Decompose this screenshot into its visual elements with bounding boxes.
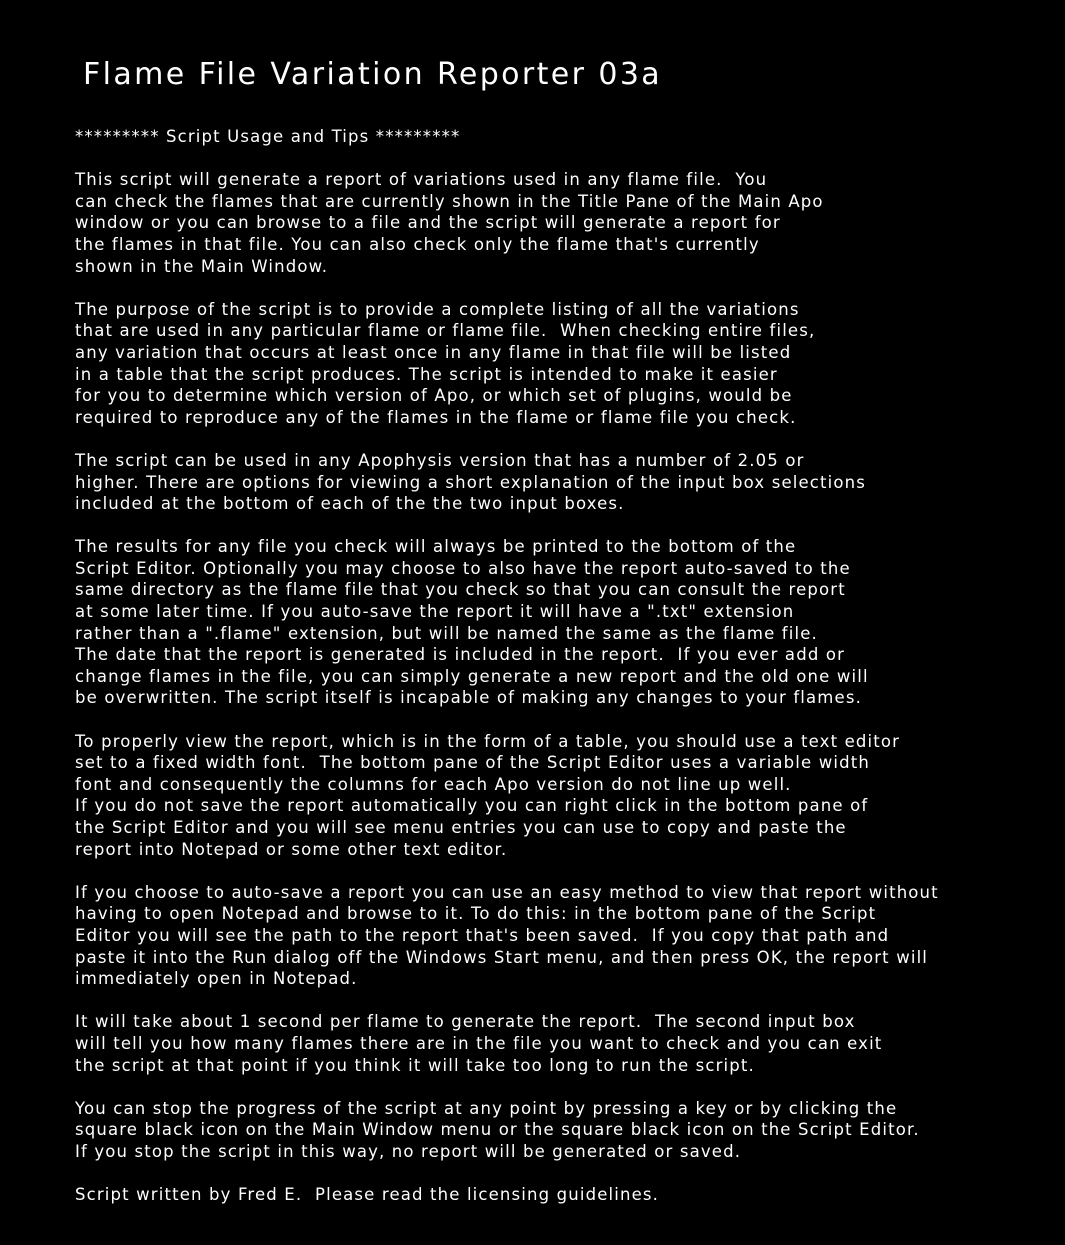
text-line: The results for any file you check will always be printed to the bottom of the <box>75 537 797 557</box>
blank-line <box>75 990 1060 1012</box>
text-line: higher. There are options for viewing a short explanation of the input box selections <box>75 472 866 492</box>
text-line: having to open Notepad and browse to it. To do this: in the bottom pane of the Script <box>75 904 877 924</box>
text-line: for you to determine which version of Apo, or which set of plugins, would be <box>75 386 793 406</box>
text-line: square black icon on the Main Window menu or the square black icon on the Script Editor. <box>75 1120 920 1140</box>
text-line: If you stop the script in this way, no report will be generated or saved. <box>75 1141 742 1161</box>
text-line: To properly view the report, which is in the form of a table, you should use a text editor <box>75 731 901 751</box>
text-line: font and consequently the columns for each Apo version do not line up well. <box>75 774 792 794</box>
text-line: The purpose of the script is to provide a complete listing of all the variations <box>75 299 800 319</box>
text-line: If you do not save the report automatically you can right click in the bottom pane of <box>75 796 869 816</box>
text-line: If you choose to auto-save a report you can use an easy method to view that report without <box>75 882 939 902</box>
text-line: The date that the report is generated is included in the report. If you ever add or <box>75 645 846 665</box>
blank-line <box>75 515 1060 537</box>
text-line: in a table that the script produces. The script is intended to make it easier <box>75 364 778 384</box>
text-line: immediately open in Notepad. <box>75 969 358 989</box>
text-line: set to a fixed width font. The bottom pane of the Script Editor uses a variable width <box>75 753 870 773</box>
text-line: rather than a ".flame" extension, but will be named the same as the flame file. <box>75 623 818 643</box>
blank-line <box>75 1163 1060 1185</box>
text-line: change flames in the file, you can simply generate a new report and the old one will <box>75 666 869 686</box>
text-line: can check the flames that are currently shown in the Title Pane of the Main Apo <box>75 191 824 211</box>
text-line: the Script Editor and you will see menu entries you can use to copy and paste the <box>75 818 847 837</box>
text-line: The script can be used in any Apophysis version that has a number of 2.05 or <box>75 450 805 470</box>
blank-line <box>75 860 1060 882</box>
text-line: Editor you will see the path to the report that's been saved. If you copy that path and <box>75 925 890 945</box>
blank-line <box>75 428 1060 450</box>
text-line: shown in the Main Window. <box>75 256 329 276</box>
blank-line <box>75 1076 1060 1098</box>
text-line: included at the bottom of each of the the two input boxes. <box>75 494 625 514</box>
text-line: Script Editor. Optionally you may choose to also have the report auto-saved to the <box>75 558 851 578</box>
text-line: You can stop the progress of the script at any point by pressing a key or by clicking the <box>75 1098 898 1118</box>
blank-line <box>75 709 1060 731</box>
text-line: at some later time. If you auto-save the report it will have a ".txt" extension <box>75 602 795 622</box>
text-line: ********* Script Usage and Tips ********* <box>75 127 461 146</box>
blank-line <box>75 277 1060 299</box>
text-line: This script will generate a report of variations used in any flame file. You <box>75 170 768 190</box>
text-line: paste it into the Run dialog off the Windows Start menu, and then press OK, the report will <box>75 947 929 967</box>
text-line: window or you can browse to a file and the script will generate a report for <box>75 213 781 233</box>
blank-line <box>75 148 1060 170</box>
text-line: same directory as the flame file that you check so that you can consult the report <box>75 580 846 600</box>
text-line: the flames in that file. You can also check only the flame that's currently <box>75 234 760 254</box>
text-line: report into Notepad or some other text editor. <box>75 839 508 859</box>
text-line: will tell you how many flames there are in the file you want to check and you can exit <box>75 1033 883 1053</box>
document-title: Flame File Variation Reporter 03a <box>83 57 663 92</box>
text-line: that are used in any particular flame or flame file. When checking entire files, <box>75 321 816 341</box>
document-body <box>75 126 1060 1206</box>
text-line: the script at that point if you think it will take too long to run the script. <box>75 1055 755 1075</box>
text-line: any variation that occurs at least once in any flame in that file will be listed <box>75 342 792 362</box>
text-line: Script written by Fred E. Please read the licensing guidelines. <box>75 1185 660 1205</box>
text-line: required to reproduce any of the flames in the flame or flame file you check. <box>75 407 797 427</box>
text-line: be overwritten. The script itself is incapable of making any changes to your flames. <box>75 688 862 708</box>
text-line: It will take about 1 second per flame to generate the report. The second input box <box>75 1012 856 1032</box>
